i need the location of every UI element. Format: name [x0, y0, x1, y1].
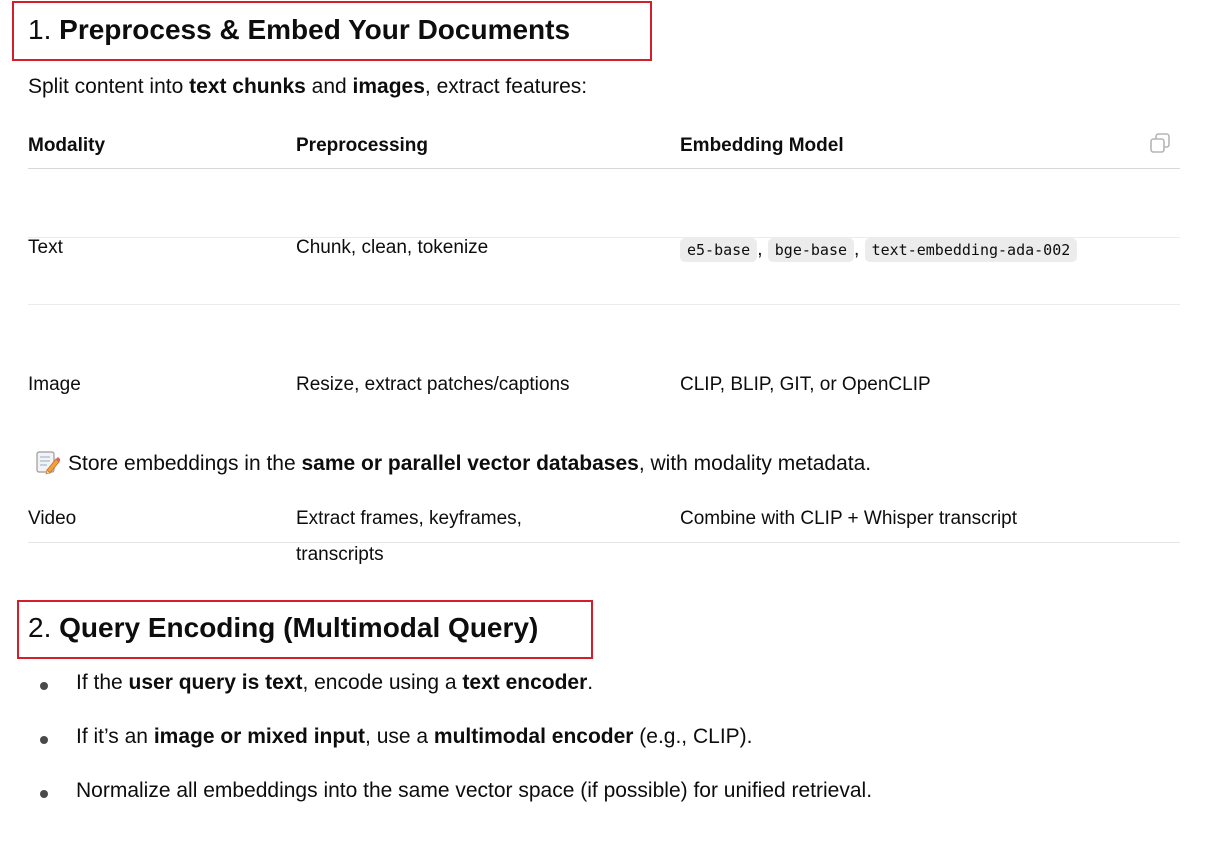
list-item-text [76, 779, 872, 803]
cell-preprocessing: Resize, extract patches/captions [296, 374, 570, 395]
text-part: If the [76, 671, 129, 694]
text-part: , use a [365, 725, 434, 748]
section1-number: 1. [28, 14, 52, 45]
cell-modality: Video [28, 508, 77, 529]
separator: , [854, 239, 860, 260]
code-bge-base: bge-base [768, 238, 854, 262]
cell-preprocessing: Chunk, clean, tokenize [296, 237, 489, 258]
preprocessing-line1: Extract frames, keyframes, [296, 508, 522, 529]
bold-part: text encoder [462, 671, 588, 694]
section2-title: Query Encoding (Multimodal Query) [59, 612, 539, 643]
cell-embedding-model: Combine with CLIP + Whisper transcript [680, 508, 1018, 529]
section-divider [28, 542, 1180, 543]
section2-heading [28, 612, 538, 644]
cell-modality: Image [28, 374, 81, 395]
section2-number: 2. [28, 612, 52, 643]
store-suffix: , with modality metadata. [638, 452, 872, 475]
bold-part: user query is text [128, 671, 303, 694]
intro-bold-text-chunks: text chunks [189, 75, 306, 98]
text-part: . [587, 671, 594, 694]
section1-heading [28, 14, 570, 46]
text-part: (e.g., CLIP). [633, 725, 753, 748]
table-row [28, 168, 1180, 260]
header-preprocessing: Preprocessing [296, 135, 428, 156]
table-row [28, 237, 1180, 395]
code-text-embedding-ada: text-embedding-ada-002 [865, 238, 1078, 262]
preprocessing-line2: transcripts [296, 544, 384, 565]
store-bold: same or parallel vector databases [301, 452, 639, 475]
cell-modality: Text [28, 237, 63, 258]
store-note [34, 449, 871, 476]
memo-icon [34, 449, 60, 475]
section1-title: Preprocess & Embed Your Documents [59, 14, 571, 45]
text-part: If it’s an [76, 725, 154, 748]
header-modality: Modality [28, 135, 106, 156]
list-item-text [76, 725, 753, 749]
cell-embedding-model: CLIP, BLIP, GIT, or OpenCLIP [680, 374, 931, 395]
bold-part: image or mixed input [153, 725, 366, 748]
bullet-dot [40, 790, 48, 798]
separator: , [757, 239, 763, 260]
intro-bold-images: images [352, 75, 425, 98]
bullet-dot [40, 736, 48, 744]
bullet-dot [40, 682, 48, 690]
store-prefix: Store embeddings in the [68, 452, 302, 475]
intro-suffix: , extract features: [424, 75, 588, 98]
text-part: , encode using a [302, 671, 463, 694]
section1-intro [28, 75, 587, 99]
intro-mid: and [305, 75, 353, 98]
table-header-row [28, 124, 1180, 169]
bold-part: multimodal encoder [433, 725, 634, 748]
code-e5-base: e5-base [680, 238, 757, 262]
intro-prefix: Split content into [28, 75, 190, 98]
cell-preprocessing [296, 501, 616, 573]
list-item-text [76, 671, 593, 695]
header-embedding-model: Embedding Model [680, 135, 844, 156]
text-part: Normalize all embeddings into the same vector space (if possible) for unified retrieval. [76, 779, 873, 802]
